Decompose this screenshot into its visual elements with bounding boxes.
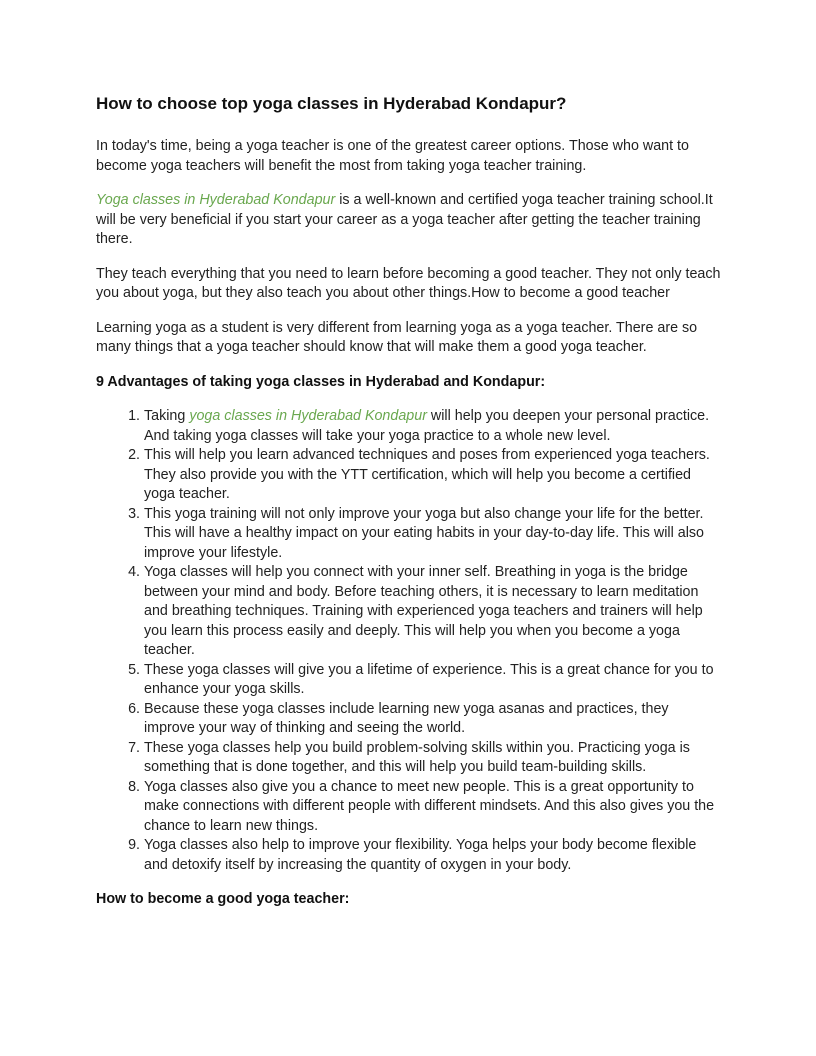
student-paragraph: Learning yoga as a student is very different from learning yoga as a yoga teacher. There are so many things that a yoga teacher should know that will make them a good yoga teacher. bbox=[96, 319, 698, 355]
list-item: 2. This will help you learn advanced techniques and poses from experienced yoga teachers. They also provide you with the YTT certification, which will help you become a certified yoga teacher. bbox=[144, 446, 722, 505]
list-item bbox=[144, 407, 722, 446]
yoga-classes-link[interactable]: Yoga classes in Hyderabad Kondapur bbox=[96, 192, 336, 208]
list-item: 7. These yoga classes help you build problem-solving skills within you. Practicing yoga is something that is done together, and this will help you build team-building skills. bbox=[144, 739, 722, 778]
list-item: 9. Yoga classes also help to improve your flexibility. Yoga helps your body become flexible and detoxify itself by increasing the quantity of oxygen in your body. bbox=[144, 836, 722, 875]
intro-paragraph: In today's time, being a yoga teacher is one of the greatest career options. Those who want to become yoga teachers will benefit the most from taking yoga teacher training. bbox=[96, 138, 689, 174]
list-item: 8. Yoga classes also give you a chance to meet new people. This is a great opportunity to make connections with different people with different mindsets. And this also gives you the chance to learn new things. bbox=[144, 778, 722, 837]
teach-paragraph: They teach everything that you need to learn before becoming a good teacher. They not only teach you about yoga, but they also teach you about other things.How to become a good teacher bbox=[96, 265, 721, 301]
page-title: How to choose top yoga classes in Hyderabad Kondapur? bbox=[96, 94, 567, 113]
list-item: 6. Because these yoga classes include learning new yoga asanas and practices, they improve your way of thinking and seeing the world. bbox=[144, 700, 722, 739]
advantages-list bbox=[96, 407, 722, 875]
list-item-text: Taking bbox=[144, 408, 190, 424]
become-teacher-heading: How to become a good yoga teacher: bbox=[96, 891, 350, 907]
list-item: 5. These yoga classes will give you a lifetime of experience. This is a great chance for you to enhance your yoga skills. bbox=[144, 661, 722, 700]
list-item: 4. Yoga classes will help you connect with your inner self. Breathing in yoga is the bridge between your mind and body. Before teaching others, it is necessary to learn meditation and breathing techniques. Training with experienced yoga teachers and trainers will help you learn this process easily and deeply. This will help you when you become a yoga teacher. bbox=[144, 563, 722, 661]
school-paragraph-text: is a well-known and certified yoga teacher training school.It will be very beneficial if you start your career as a yoga teacher after getting the teacher training there. bbox=[96, 192, 713, 247]
advantages-heading: 9 Advantages of taking yoga classes in Hyderabad and Kondapur: bbox=[96, 373, 546, 390]
document-page bbox=[96, 92, 722, 925]
list-item-text: will help you deepen your personal practice. And taking yoga classes will take your yoga practice to a whole new level. bbox=[144, 408, 710, 444]
yoga-classes-inline-link[interactable]: yoga classes in Hyderabad Kondapur bbox=[189, 408, 427, 424]
list-item: 3. This yoga training will not only improve your yoga but also change your life for the better. This will have a healthy impact on your eating habits in your day-to-day life. This will also improve your lifestyle. bbox=[144, 505, 722, 564]
school-paragraph bbox=[96, 191, 722, 250]
